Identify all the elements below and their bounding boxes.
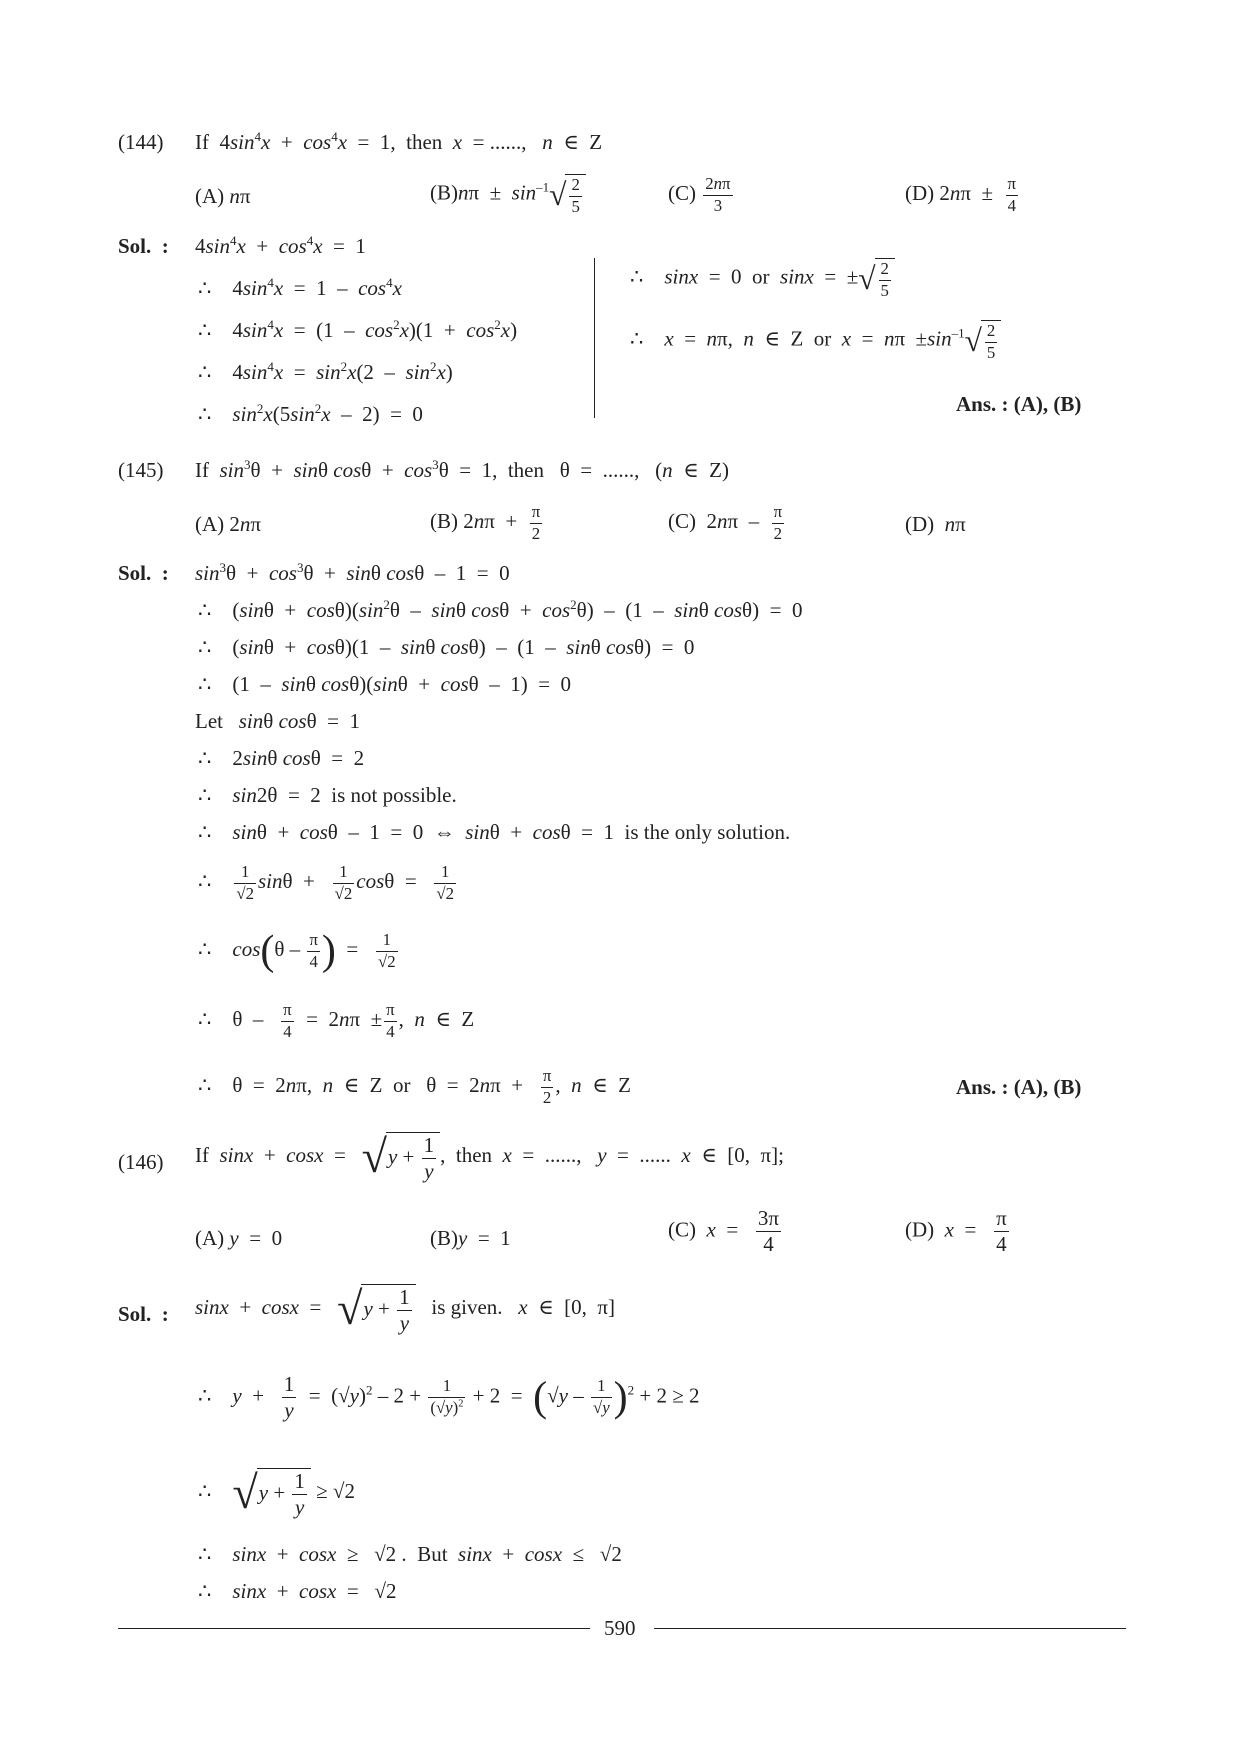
page-number: 590	[604, 1616, 636, 1640]
q146-sol-line-1: sinx + cosx = √y + $\frac{1}{y}$ is given. x ∈ [0, π]	[195, 1282, 616, 1335]
q145-sol-line-6: ∴ 2sinθ cosθ = 2	[198, 746, 365, 770]
q144-option-d: (D) 2nπ ± $\frac{\pi}{4}$	[905, 174, 1017, 215]
q144-option-b: $(B)n\pi \pm \sin^{-1}√$ $\frac{2}{5}$	[430, 174, 586, 216]
footer-rule-right	[654, 1628, 1126, 1629]
q145-question: If $\sin^3\theta + \sin\theta$ $\cos\theta + \cos^3\theta = 1$, then θ = ......, (n ∈ Z)	[195, 456, 730, 482]
column-divider	[594, 258, 595, 418]
q145-sol-line-4: ∴ (1 – sinθ cosθ)(sinθ + cosθ – 1) = 0	[198, 672, 572, 696]
q145-sol-line-7: ∴ sin2θ = 2 is not possible.	[198, 783, 457, 807]
q145-sol-line-11: ∴ θ – $\frac{\pi}{4}$ = 2nπ ± $\frac{\pi}{4}$ , n ∈ Z	[198, 1000, 475, 1041]
q145-sol-line-12: ∴ θ = 2nπ, n ∈ Z or θ = 2nπ + $\frac{\pi}{2}$ , n ∈ Z	[198, 1066, 631, 1107]
q144-sol-line-2: ∴ $4\sin^4x = 1 - \cos^4x$	[198, 274, 402, 300]
q145-option-d: (D) nπ	[905, 512, 966, 536]
q145-option-b: (B) 2nπ + $\frac{\pi}{2}$	[430, 502, 541, 543]
q144-option-a: (A) nπ	[195, 184, 251, 208]
q146-number: (146)	[118, 1150, 164, 1174]
q146-option-b: (B)y = 1	[430, 1226, 511, 1250]
q144-number: (144)	[118, 130, 164, 154]
q145-sol-line-9: ∴ $\frac{1}{√2}$ sinθ + $\frac{1}{√2}$ cosθ = $\frac{1}{√2}$	[198, 862, 455, 903]
q145-sol-line-2: ∴ $(\sin\theta + \cos\theta)(\sin^2\theta - \sin\theta$ $\cos\theta + \cos^2\theta) - (1 - \sin\theta$ cosθ) = 0	[198, 596, 803, 622]
q144-answer: Ans. : (A), (B)	[956, 392, 1082, 416]
q144-sol-line-5: ∴ $\sin^2x(5\sin^2x - 2) = 0$	[198, 400, 423, 426]
q145-sol-label: Sol. :	[118, 561, 169, 585]
q145-sol-line-10: ∴ cos(θ – $\frac{\pi}{4}$ ) = $\frac{1}{√2}$	[198, 928, 396, 974]
q146-sol-line-3: ∴ √y + $\frac{1}{y}$ ≥ √2	[198, 1466, 355, 1519]
q144-option-c: (C) $\frac{2n\pi}{3}$	[668, 174, 731, 215]
q144-sol-right-2: ∴ x = nπ, n ∈ Z or $x = n\pi \pm\sin^{-1}√$ $\frac{2}{5}$	[630, 320, 1001, 362]
q145-answer: Ans. : (A), (B)	[956, 1075, 1082, 1099]
q146-sol-label: Sol. :	[118, 1302, 169, 1326]
q144-sol-line-4: ∴ $4\sin^4x = \sin^2x(2 - \sin^2x)$	[198, 358, 453, 384]
q144-sol-right-1: ∴ sinx = 0 or sinx = ±√ $\frac{2}{5}$	[630, 258, 895, 300]
q145-option-a: (A) 2nπ	[195, 512, 262, 536]
q145-sol-line-5: Let sinθ cosθ = 1	[195, 709, 360, 733]
q144-question: If $4\sin^4x + \cos^4x = 1$, then x = ......, n ∈ Z	[195, 128, 603, 154]
q145-sol-line-8: ∴ sinθ + cosθ – 1 = 0 ⇔ sinθ + cosθ = 1 is the only solution.	[198, 820, 791, 844]
q146-sol-line-2: ∴ y + $\frac{1}{y}$ = $(√y)^2 - 2$ + $\frac{1}{(√y)^2}$ + 2 = (√y – $\frac{1}{√y}$ )$^2$ + 2 ≥ 2	[198, 1372, 700, 1422]
q146-option-c: (C) x = $\frac{3\pi}{4}$	[668, 1206, 780, 1256]
footer-rule-left	[118, 1628, 590, 1629]
q146-option-d: (D) x = $\frac{\pi}{4}$	[905, 1206, 1007, 1256]
q146-sol-line-5: ∴ sinx + cosx = √2	[198, 1579, 397, 1603]
q146-question: If sinx + cosx = √y + $\frac{1}{y}$ , then x = ......, y = ...... x ∈ [0, π];	[195, 1130, 784, 1183]
q144-sol-line-3: ∴ $4\sin^4x = (1 - \cos^2x)(1 + \cos^2x)$	[198, 316, 518, 342]
q144-sol-line-1: $4\sin^4x + \cos^4x = 1$	[195, 232, 366, 258]
q145-option-c: (C) 2nπ – $\frac{\pi}{2}$	[668, 502, 783, 543]
q146-sol-line-4: ∴ sinx + cosx ≥ √2 . But sinx + cosx ≤ √2	[198, 1542, 622, 1566]
q145-number: (145)	[118, 458, 164, 482]
q144-sol-label: Sol. :	[118, 234, 169, 258]
q145-sol-line-1: $\sin^3\theta + \cos^3\theta + \sin\theta$ cosθ – 1 = 0	[195, 559, 510, 585]
q146-option-a: (A) y = 0	[195, 1226, 283, 1250]
q145-sol-line-3: ∴ (sinθ + cosθ)(1 – sinθ cosθ) – (1 – sinθ cosθ) = 0	[198, 635, 695, 659]
